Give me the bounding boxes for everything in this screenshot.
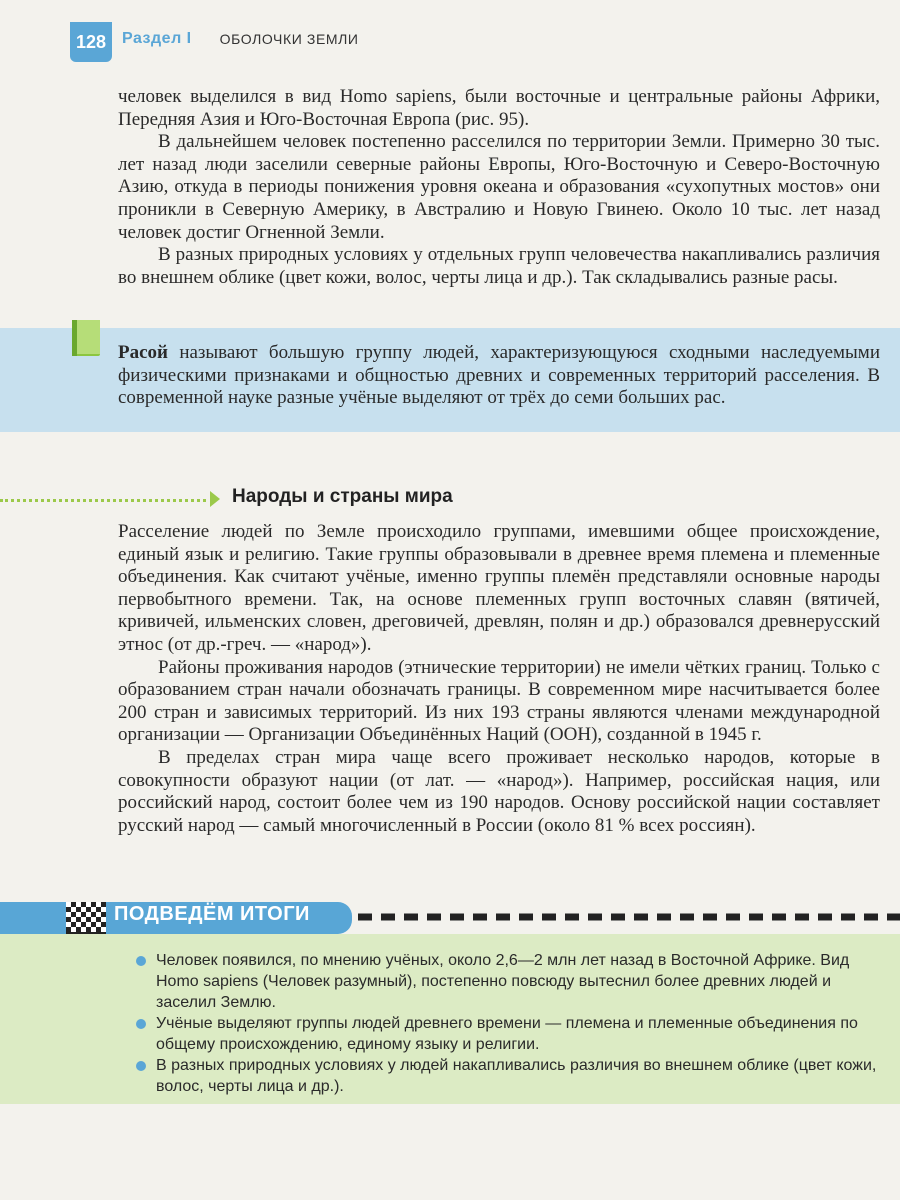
dashed-divider — [358, 910, 900, 924]
paragraph: человек выделился в вид Homo sapiens, были восточные и центральные районы Африки, Передняя Азия и Юго-Восточная Европа (рис. 95). — [118, 86, 880, 130]
bullet-icon — [136, 956, 146, 966]
checkered-flag-icon — [66, 902, 106, 934]
bullet-icon — [136, 1061, 146, 1071]
summary-item-text: В разных природных условиях у людей накапливались различия во внешнем облике (цвет кожи, волос, черты лица и др.). — [156, 1057, 877, 1095]
list-item — [134, 950, 880, 1013]
page-number: 128 — [70, 22, 112, 62]
definition-term: Расой — [118, 342, 168, 363]
chapter-title: ОБОЛОЧКИ ЗЕМЛИ — [219, 31, 359, 47]
intro-text — [118, 86, 880, 289]
arrow-right-icon — [208, 490, 222, 508]
list-item — [134, 1055, 880, 1097]
paragraph: Районы проживания народов (этнические территории) не имели чётких границ. Только с образованием стран начали обозначать границы. В современном мире насчитывается более 200 стран и зависимых территорий. Из них 193 страны являются членами международной организации — Организации Объединённых Наций (ООН), созданной в 1945 г. — [118, 656, 880, 746]
paragraph: В пределах стран мира чаще всего проживает несколько народов, которые в совокупности образуют нации (от лат. — «народ»). Например, российская нация, или российский народ, состоит более чем из 190 народов. Основу российской нации составляет русский народ — самый многочисленный в России (около 81 % всех россиян). — [118, 746, 880, 836]
summary-list — [134, 950, 880, 1097]
section-heading: Народы и страны мира — [232, 486, 453, 507]
paragraph: В разных природных условиях у отдельных групп человечества накапливались различия во внешнем облике (цвет кожи, волос, черты лица и др.). Так складывались разные расы. — [118, 244, 880, 288]
list-item — [134, 1013, 880, 1055]
section-divider — [0, 499, 206, 502]
summary-heading: ПОДВЕДЁМ ИТОГИ — [114, 903, 310, 925]
paragraph: Расселение людей по Земле происходило группами, имевшими общее происхождение, единый язык и религию. Такие группы образовывали в древнее время племена и племенные объединения. Как считают учёные, именно группы племён представляли основные народы первобытного времени. Так, на основе племенных групп восточных славян (вятичей, кривичей, ильменских словен, дреговичей, древлян, полян и др.) образовался древнерусский этнос (от др.-греч. — «народ»). — [118, 521, 880, 655]
running-header — [112, 26, 900, 52]
summary-item-text: Человек появился, по мнению учёных, около 2,6—2 млн лет назад в Восточной Африке. Вид Homo sapiens (Человек разумный), постепенно повсюду вытеснил более древних людей и заселил Землю. — [156, 952, 850, 1011]
section-text — [118, 521, 880, 837]
definition-body: называют большую группу людей, характеризующуюся сходными наследуемыми физическими признаками и общностью древних и современных территорий расселения. В современной науке разные учёные выделяют от трёх до семи больших рас. — [118, 342, 880, 409]
bullet-icon — [136, 1019, 146, 1029]
definition — [118, 342, 880, 410]
section-label: Раздел I — [122, 30, 192, 47]
book-icon — [66, 316, 106, 360]
summary-item-text: Учёные выделяют группы людей древнего времени — племена и племенные объединения по общему происхождению, единому языку и религии. — [156, 1015, 858, 1053]
paragraph: В дальнейшем человек постепенно расселился по территории Земли. Примерно 30 тыс. лет назад люди заселили северные районы Европы, Юго-Восточную и Северо-Восточную Азию, откуда в периоды понижения уровня океана и образования «сухопутных мостов» они проникли в Северную Америку, в Австралию и Новую Гвинею. Около 10 тыс. лет назад человек достиг Огненной Земли. — [118, 131, 880, 243]
